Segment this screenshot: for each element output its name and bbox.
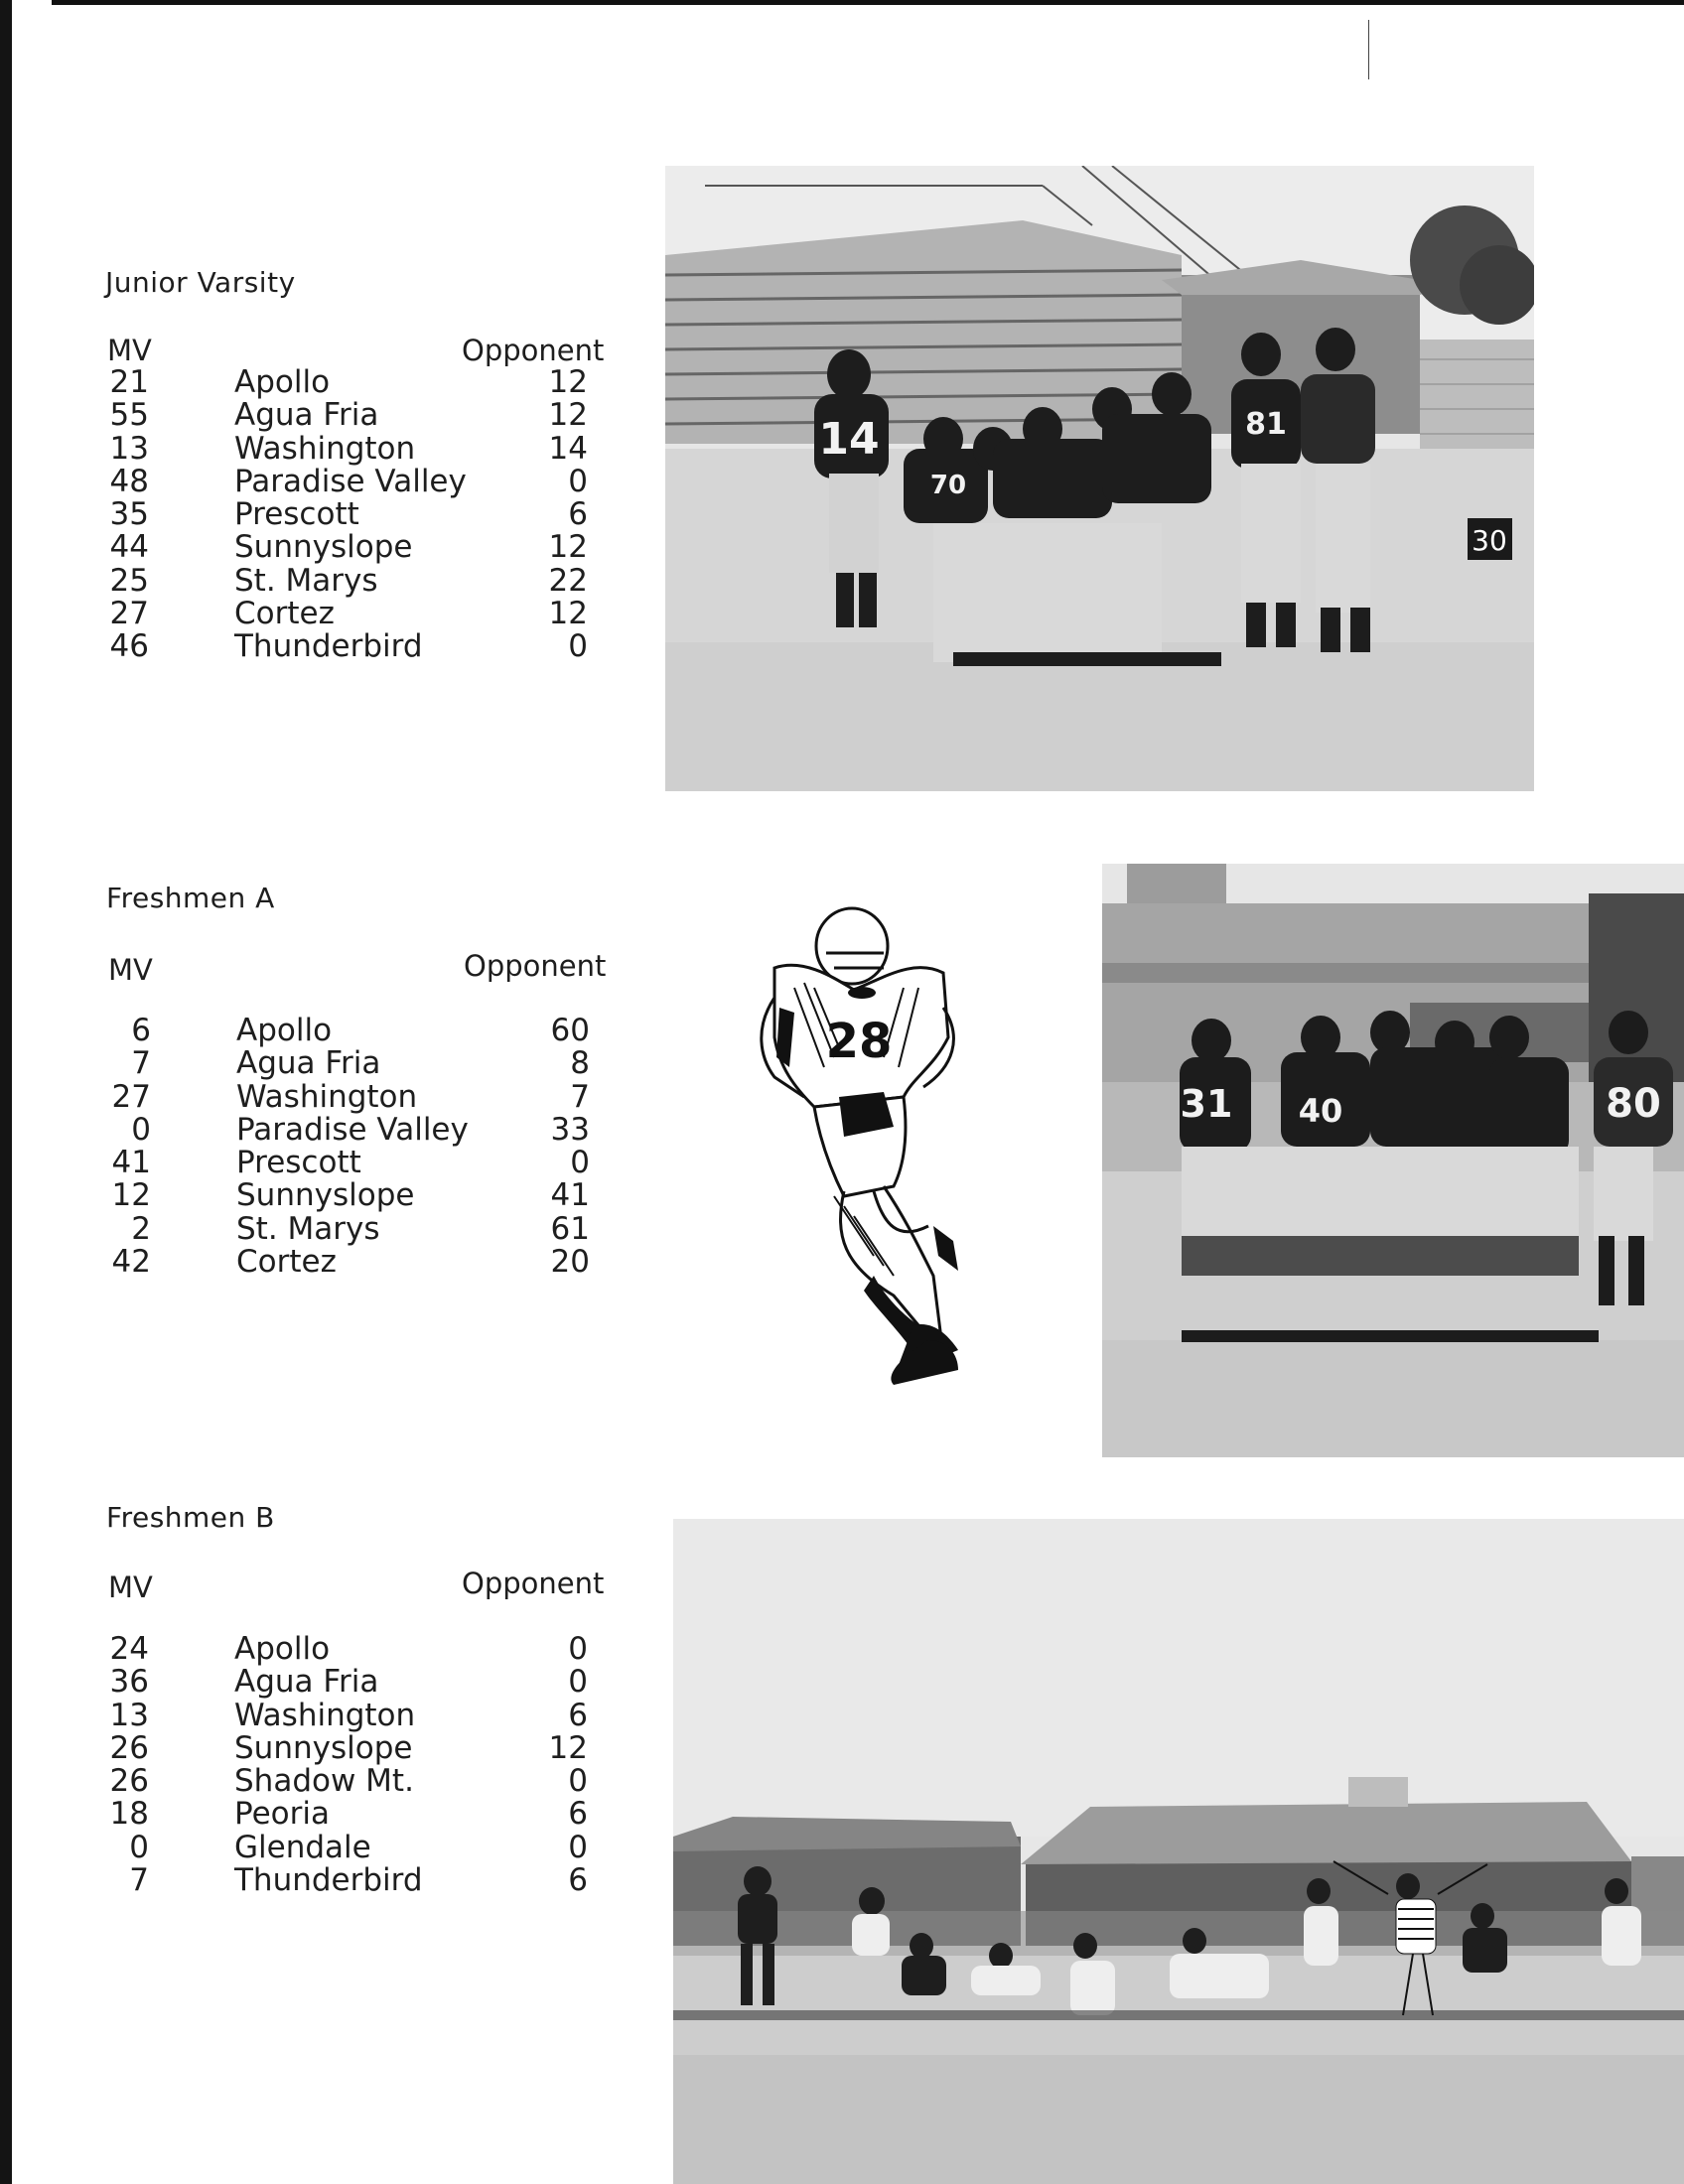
opponent-score: 6 (568, 1862, 588, 1899)
score-row (103, 1147, 600, 1179)
opponent-team: Thunderbird (234, 1862, 423, 1899)
section-title-freshmen-a: Freshmen A (106, 882, 275, 914)
opponent-team: Shadow Mt. (234, 1763, 414, 1800)
score-row (101, 1829, 598, 1865)
score-row (101, 1765, 598, 1798)
mv-score: 0 (131, 1111, 151, 1148)
opponent-team: Paradise Valley (234, 463, 467, 499)
opponent-team: Washington (234, 1697, 416, 1733)
mv-score: 7 (129, 1862, 149, 1899)
mv-score: 27 (111, 1078, 151, 1115)
opponent-score: 0 (568, 463, 588, 499)
jersey-number: 31 (1180, 1082, 1233, 1126)
mv-score: 36 (109, 1664, 149, 1701)
opponent-score: 7 (570, 1078, 590, 1115)
jersey-number: 70 (929, 471, 967, 500)
mv-score: 21 (109, 364, 149, 400)
mv-score: 12 (111, 1177, 151, 1214)
score-row (101, 366, 598, 399)
opponent-score: 22 (548, 562, 588, 599)
page-left-margin (12, 0, 52, 2184)
opponent-score: 0 (568, 1829, 588, 1865)
opponent-team: Agua Fria (236, 1045, 381, 1082)
opponent-team: Glendale (234, 1829, 371, 1865)
column-header-mv: MV (107, 334, 152, 367)
scan-mark (1368, 20, 1369, 79)
mv-score: 13 (109, 430, 149, 467)
opponent-score: 6 (568, 496, 588, 533)
score-list-freshmen-b (101, 1633, 598, 1897)
opponent-team: Washington (234, 430, 416, 467)
mv-score: 42 (111, 1244, 151, 1281)
jersey-number: 40 (1298, 1092, 1343, 1130)
mv-score: 24 (109, 1631, 149, 1667)
mv-score: 0 (129, 1829, 149, 1865)
opponent-score: 0 (568, 1631, 588, 1667)
mv-score: 26 (109, 1729, 149, 1766)
column-header-opponent: Opponent (462, 334, 605, 367)
opponent-team: Thunderbird (234, 628, 423, 665)
opponent-team: Apollo (234, 364, 331, 400)
score-row (103, 1047, 600, 1080)
photo-freshmen-b-line-of-scrimmage (673, 1519, 1684, 2184)
score-row (103, 1246, 600, 1279)
page-top-edge (0, 0, 1684, 5)
opponent-score: 20 (550, 1244, 590, 1281)
opponent-team: Apollo (236, 1013, 333, 1048)
opponent-team: St. Marys (234, 562, 378, 599)
score-row (101, 430, 598, 467)
mv-score: 13 (109, 1697, 149, 1733)
opponent-team: Cortez (234, 596, 335, 632)
opponent-score: 0 (568, 1763, 588, 1800)
score-row (101, 1729, 598, 1766)
opponent-team: Sunnyslope (236, 1177, 415, 1214)
section-title-junior-varsity: Junior Varsity (105, 266, 296, 299)
column-header-opponent: Opponent (464, 949, 607, 983)
mv-score: 25 (109, 562, 149, 599)
opponent-score: 60 (550, 1013, 590, 1048)
opponent-team: Paradise Valley (236, 1111, 469, 1148)
opponent-score: 14 (548, 430, 588, 467)
opponent-team: Peoria (234, 1796, 330, 1833)
photo-junior-varsity-team (665, 166, 1534, 791)
opponent-team: Agua Fria (234, 397, 379, 434)
opponent-score: 33 (550, 1111, 590, 1148)
score-row (101, 463, 598, 499)
opponent-team: Prescott (234, 496, 359, 533)
opponent-team: Washington (236, 1078, 418, 1115)
mv-score: 35 (109, 496, 149, 533)
opponent-team: Sunnyslope (234, 529, 413, 566)
opponent-score: 12 (548, 364, 588, 400)
score-row (101, 1633, 598, 1666)
opponent-team: St. Marys (236, 1210, 380, 1247)
opponent-score: 0 (568, 1664, 588, 1701)
opponent-score: 41 (550, 1177, 590, 1214)
mv-score: 7 (131, 1045, 151, 1082)
column-header-mv: MV (108, 953, 153, 987)
mv-score: 48 (109, 463, 149, 499)
opponent-team: Cortez (236, 1244, 337, 1281)
opponent-score: 61 (550, 1210, 590, 1247)
score-row (103, 1015, 600, 1047)
score-list-junior-varsity (101, 366, 598, 664)
score-row (101, 598, 598, 630)
mv-score: 26 (109, 1763, 149, 1800)
opponent-score: 6 (568, 1697, 588, 1733)
opponent-score: 6 (568, 1796, 588, 1833)
mv-score: 41 (111, 1145, 151, 1181)
score-row (103, 1111, 600, 1148)
score-row (103, 1078, 600, 1115)
score-row (101, 399, 598, 432)
opponent-team: Prescott (236, 1145, 361, 1181)
score-row (101, 562, 598, 599)
score-row (101, 498, 598, 531)
score-row (101, 1666, 598, 1699)
score-row (101, 1864, 598, 1897)
illustration-jersey-number: 28 (825, 1014, 893, 1069)
column-header-opponent: Opponent (462, 1567, 605, 1600)
opponent-team: Sunnyslope (234, 1729, 413, 1766)
opponent-team: Agua Fria (234, 1664, 379, 1701)
opponent-score: 12 (548, 596, 588, 632)
illustration-running-football-player (735, 898, 993, 1405)
jersey-number: 14 (818, 414, 880, 465)
section-title-freshmen-b: Freshmen B (106, 1501, 275, 1534)
score-list-freshmen-a (103, 1015, 600, 1279)
score-row (101, 1798, 598, 1831)
score-row (101, 531, 598, 564)
opponent-score: 8 (570, 1045, 590, 1082)
opponent-score: 0 (568, 628, 588, 665)
score-row (101, 630, 598, 663)
mv-score: 55 (109, 397, 149, 434)
mv-score: 27 (109, 596, 149, 632)
opponent-score: 12 (548, 1729, 588, 1766)
opponent-score: 0 (570, 1145, 590, 1181)
field-marker-label: 30 (1472, 524, 1507, 557)
opponent-score: 12 (548, 529, 588, 566)
opponent-team: Apollo (234, 1631, 331, 1667)
score-row (101, 1697, 598, 1733)
mv-score: 44 (109, 529, 149, 566)
jersey-number: 80 (1606, 1081, 1661, 1127)
score-row (103, 1179, 600, 1212)
mv-score: 18 (109, 1796, 149, 1833)
mv-score: 46 (109, 628, 149, 665)
mv-score: 2 (131, 1210, 151, 1247)
mv-score: 6 (131, 1013, 151, 1048)
jersey-number: 81 (1245, 407, 1287, 442)
score-row (103, 1210, 600, 1247)
column-header-mv: MV (108, 1570, 153, 1604)
photo-freshmen-a-huddle (1102, 864, 1684, 1457)
opponent-score: 12 (548, 397, 588, 434)
